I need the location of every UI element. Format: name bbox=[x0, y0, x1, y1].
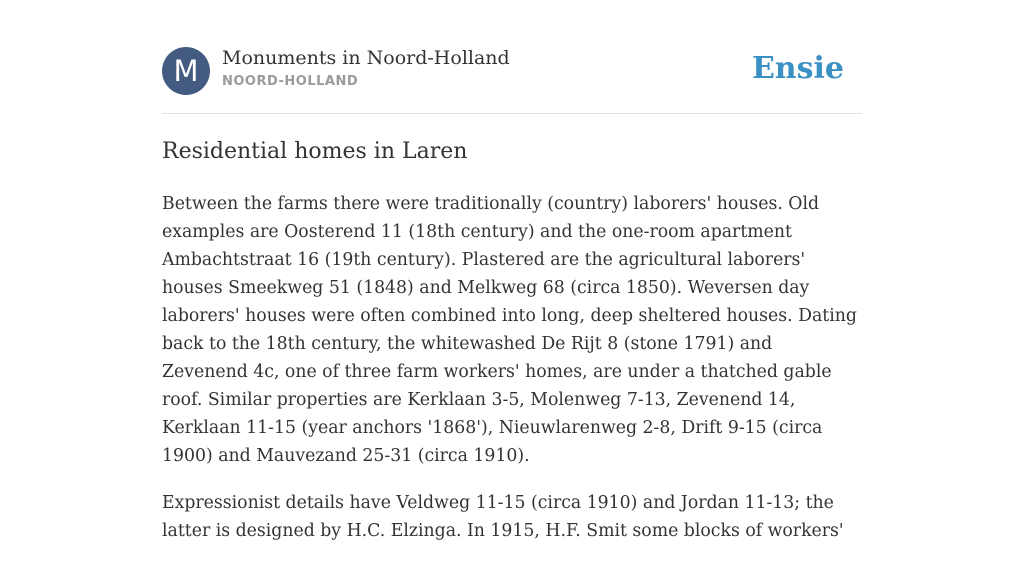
ensie-logo[interactable]: Ensie bbox=[751, 51, 844, 86]
source-title[interactable]: Monuments in Noord-Holland bbox=[222, 47, 510, 69]
article-paragraph: Between the farms there were traditionally (country) laborers' houses. Old examples are Oosterend 11 (18th century) and the one-room apartment Ambachtstraat 16 (19th century). Plastered are the agricultural laborers' houses Smeekweg 51 (1848) and Melkweg 68 (circa 1850). Weversen day laborers' houses were often combined into long, deep sheltered houses. Dating back to the 18th century, the whitewashed De Rijt 8 (stone 1791) and Zevenend 4c, one of three farm workers' homes, are under a thatched gable roof. Similar properties are Kerklaan 3-5, Molenweg 7-13, Zevenend 14, Kerklaan 11-15 (year anchors '1868'), Nieuwlarenweg 2-8, Drift 9-15 (circa 1900) and Mauvezand 25-31 (circa 1910). bbox=[162, 194, 857, 466]
source-header bbox=[162, 46, 862, 96]
article-title: Residential homes in Laren bbox=[162, 139, 468, 164]
article-paragraph: Expressionist details have Veldweg 11-15 (circa 1910) and Jordan 11-13; the latter is designed by H.C. Elzinga. In 1915, H.F. Smit some blocks of workers' bbox=[162, 493, 844, 541]
avatar[interactable]: M bbox=[162, 47, 210, 95]
source-subtitle: NOORD-HOLLAND bbox=[222, 74, 359, 89]
header-divider bbox=[162, 113, 862, 114]
article-body bbox=[162, 190, 862, 564]
